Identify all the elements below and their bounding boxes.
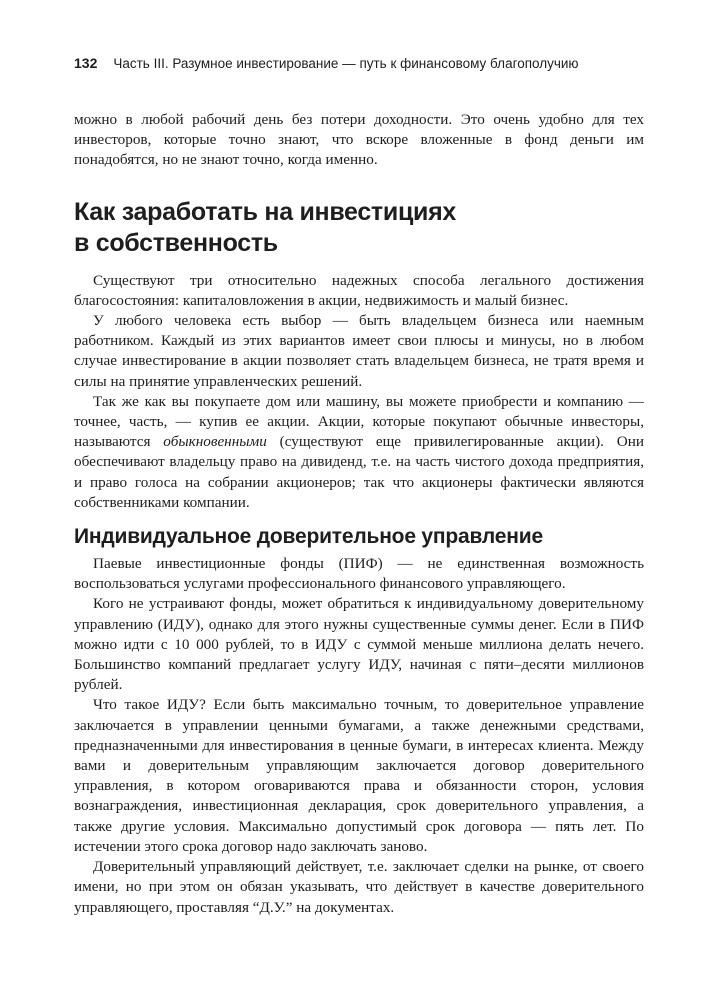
- paragraph: Паевые инвестиционные фонды (ПИФ) — не единственная возможность воспользоваться услугами профессионального финансового управляющего.: [74, 555, 644, 593]
- emphasis-term: обыкновенными: [163, 433, 267, 451]
- paragraph: У любого человека есть выбор — быть владельцем бизнеса или наемным работником. Каждый из этих вариантов имеет свои плюсы и минусы, но в любом случае инвестирование в акции позволяет стать владельцем бизнеса, не тратя время и силы на принятие управленческих решений.: [74, 312, 644, 390]
- section-heading-line1: Как заработать на инвестициях: [74, 197, 456, 226]
- section-heading: [74, 197, 644, 259]
- page-body: [74, 110, 644, 918]
- section-heading-line2: в собственность: [74, 228, 278, 257]
- running-header: [74, 55, 644, 77]
- paragraph-text: Так же как вы покупаете дом или машину, вы можете приобрести и компанию — точнее, часть, — купив ее акции. Акции, которые покупают обычные инвесторы, называются: [74, 392, 644, 451]
- paragraph: [74, 392, 644, 513]
- paragraph: Что такое ИДУ? Если быть максимально точным, то доверительное управление заключается в управлении ценными бумагами, а также денежными средствами, предназначенными для инвестирования в ценные бумаги, в интересах клиента. Между вами и доверительным управляющим заключается договор доверительного управления, в котором оговариваются права и обязанности сторон, условия вознаграждения, инвестиционная декларация, срок доверительного управления, а также другие условия. Максимально допустимый срок договора — пять лет. По истечении этого срока договор надо заключать заново.: [74, 696, 644, 855]
- running-title: Часть III. Разумное инвестирование — путь к финансовому благополучию: [113, 56, 579, 71]
- paragraph: Доверительный управляющий действует, т.е. заключает сделки на рынке, от своего имени, но при этом он обязан указывать, что действует в качестве доверительного управляющего, проставляя “Д.У.” на документах.: [74, 858, 644, 916]
- paragraph: Существуют три относительно надежных способа легального достижения благосостояния: капиталовложения в акции, недвижимость и малый бизнес.: [74, 271, 644, 309]
- intro-paragraph: можно в любой рабочий день без потери доходности. Это очень удобно для тех инвесторов, которые точно знают, что вскоре вложенные в фонд деньги им понадобятся, но не знают точно, когда именно.: [74, 111, 644, 169]
- paragraph: Кого не устраивают фонды, может обратиться к индивидуальному доверительному управлению (ИДУ), однако для этого нужны существенные суммы денег. Если в ПИФ можно идти с 10 000 рублей, то в ИДУ с суммой меньше миллиона делать нечего. Большинство компаний предлагает услугу ИДУ, начиная с пяти–десяти миллионов рублей.: [74, 595, 644, 694]
- subsection-heading: Индивидуальное доверительное управление: [74, 525, 543, 549]
- page-number: 132: [74, 55, 98, 71]
- paragraph-text: (существуют еще привилегированные акции). Они обеспечивают владельцу право на дивиденд, т.е. на часть чистого дохода предприятия, и право голоса на собрании акционеров; так что акционеры фактически являются собственниками компании.: [74, 433, 644, 511]
